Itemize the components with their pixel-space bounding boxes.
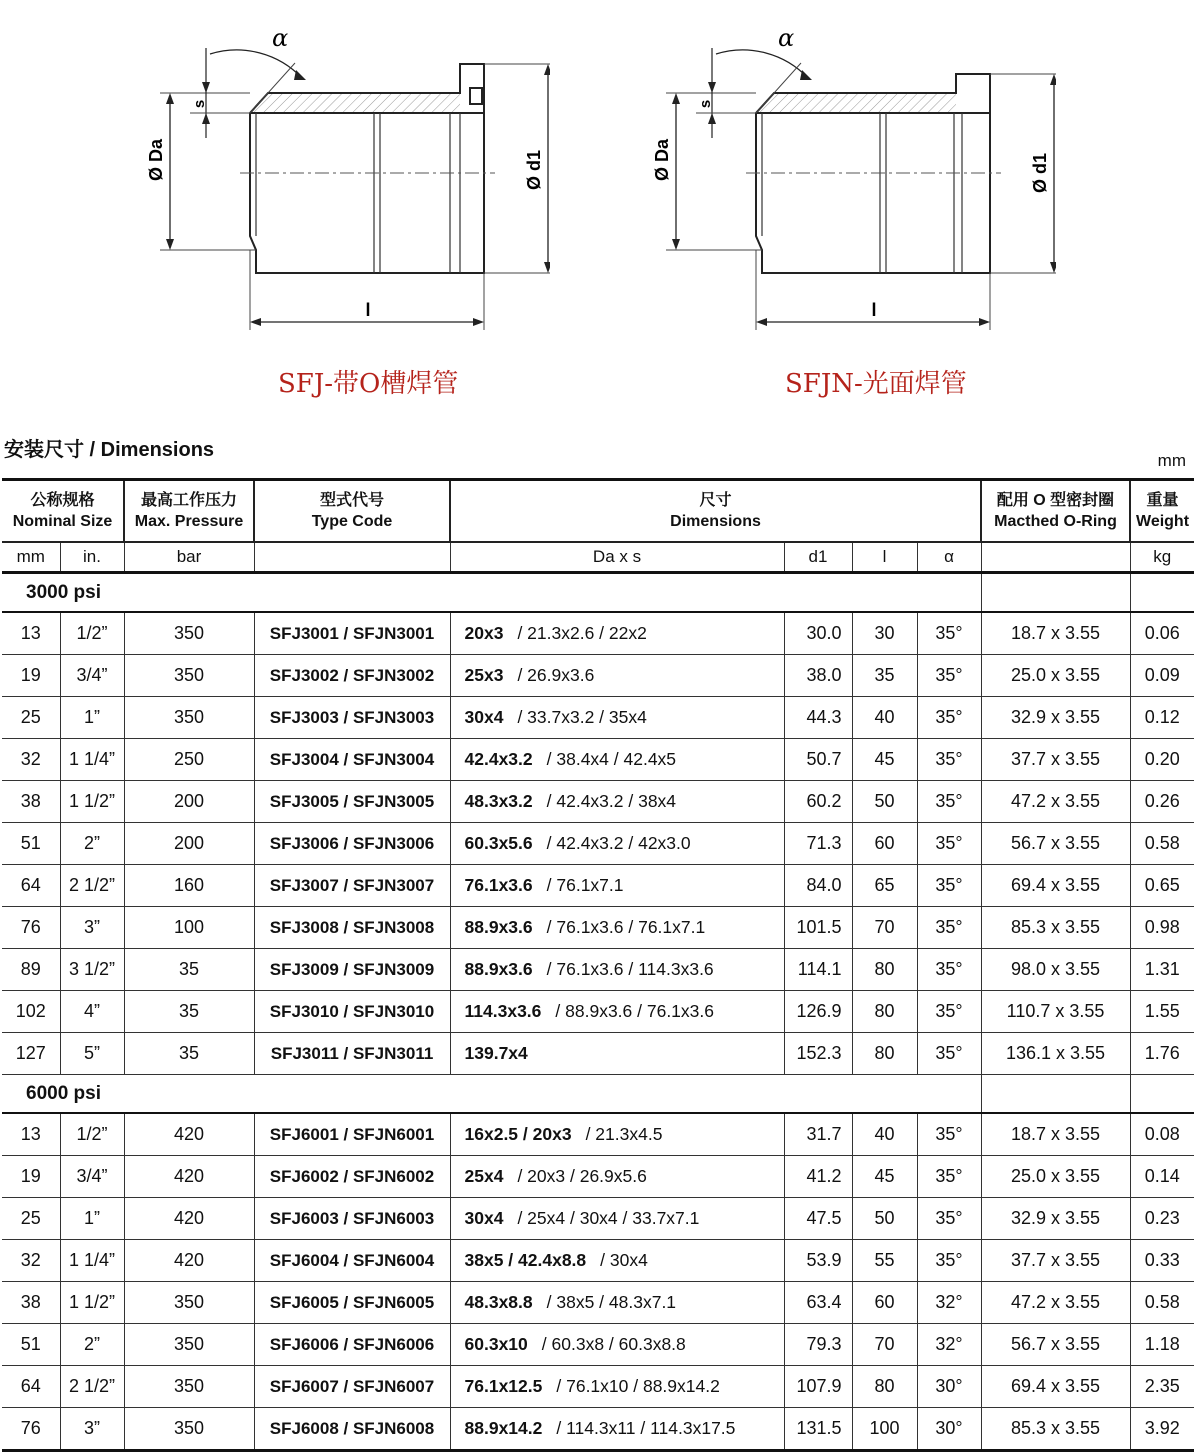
cell-alpha: 35° bbox=[917, 1113, 981, 1156]
unit-blank bbox=[254, 542, 450, 573]
cell-mm: 19 bbox=[2, 1156, 60, 1198]
cell-weight: 1.55 bbox=[1130, 991, 1194, 1033]
cell-type-code: SFJ6002 / SFJN6002 bbox=[254, 1156, 450, 1198]
cell-mm: 76 bbox=[2, 1408, 60, 1451]
cell-alpha: 35° bbox=[917, 949, 981, 991]
da-alt: / 21.3x4.5 bbox=[585, 1124, 663, 1144]
table-row bbox=[2, 1033, 1194, 1075]
cell-alpha: 35° bbox=[917, 1240, 981, 1282]
cell-o-ring: 18.7 x 3.55 bbox=[981, 1113, 1130, 1156]
cell-bar: 350 bbox=[124, 1324, 254, 1366]
da-main: 60.3x5.6 bbox=[464, 833, 533, 853]
cell-da-s bbox=[450, 1156, 784, 1198]
cell-alpha: 35° bbox=[917, 907, 981, 949]
section-title: 安装尺寸 / Dimensions bbox=[4, 439, 215, 461]
da-alt: / 25x4 / 30x4 / 33.7x7.1 bbox=[517, 1208, 700, 1228]
cell-bar: 35 bbox=[124, 949, 254, 991]
cell-o-ring: 136.1 x 3.55 bbox=[981, 1033, 1130, 1075]
table-row bbox=[2, 865, 1194, 907]
cell-bar: 350 bbox=[124, 1282, 254, 1324]
da-main: 139.7x4 bbox=[464, 1043, 528, 1063]
cell-l: 65 bbox=[852, 865, 917, 907]
unit-bar: bar bbox=[124, 542, 254, 573]
da-alt: / 88.9x3.6 / 76.1x3.6 bbox=[555, 1001, 714, 1021]
group-blank bbox=[1130, 573, 1194, 613]
cell-weight: 0.06 bbox=[1130, 612, 1194, 655]
cell-da-s bbox=[450, 697, 784, 739]
cell-weight: 0.65 bbox=[1130, 865, 1194, 907]
table-row bbox=[2, 949, 1194, 991]
da-alt: / 38x5 / 48.3x7.1 bbox=[546, 1292, 677, 1312]
table-row bbox=[2, 739, 1194, 781]
l-label: l bbox=[871, 300, 877, 320]
cell-o-ring: 98.0 x 3.55 bbox=[981, 949, 1130, 991]
cell-bar: 420 bbox=[124, 1113, 254, 1156]
l-label: l bbox=[365, 300, 371, 320]
da-main: 88.9x3.6 bbox=[464, 917, 533, 937]
cell-o-ring: 25.0 x 3.55 bbox=[981, 1156, 1130, 1198]
da-alt: / 76.1x10 / 88.9x14.2 bbox=[556, 1376, 720, 1396]
cell-o-ring: 56.7 x 3.55 bbox=[981, 1324, 1130, 1366]
cell-l: 40 bbox=[852, 697, 917, 739]
cell-da-s bbox=[450, 781, 784, 823]
cell-bar: 350 bbox=[124, 1366, 254, 1408]
cell-o-ring: 69.4 x 3.55 bbox=[981, 1366, 1130, 1408]
header-weight: 重量 Weight bbox=[1130, 480, 1194, 543]
unit-note: mm bbox=[1157, 451, 1186, 470]
cell-d1: 31.7 bbox=[784, 1113, 852, 1156]
cell-d1: 50.7 bbox=[784, 739, 852, 781]
cell-bar: 350 bbox=[124, 697, 254, 739]
cell-l: 35 bbox=[852, 655, 917, 697]
cell-type-code: SFJ3009 / SFJN3009 bbox=[254, 949, 450, 991]
cell-mm: 89 bbox=[2, 949, 60, 991]
table-row bbox=[2, 1282, 1194, 1324]
cell-type-code: SFJ3002 / SFJN3002 bbox=[254, 655, 450, 697]
cell-weight: 0.98 bbox=[1130, 907, 1194, 949]
cell-d1: 84.0 bbox=[784, 865, 852, 907]
da-main: 88.9x3.6 bbox=[464, 959, 533, 979]
da-main: 16x2.5 / 20x3 bbox=[464, 1124, 572, 1144]
cell-type-code: SFJ6004 / SFJN6004 bbox=[254, 1240, 450, 1282]
cell-da-s bbox=[450, 612, 784, 655]
cell-mm: 64 bbox=[2, 865, 60, 907]
cell-inch: 1” bbox=[60, 697, 124, 739]
cell-alpha: 35° bbox=[917, 739, 981, 781]
cell-da-s bbox=[450, 739, 784, 781]
da-alt: / 76.1x3.6 / 76.1x7.1 bbox=[546, 917, 706, 937]
cell-type-code: SFJ3006 / SFJN3006 bbox=[254, 823, 450, 865]
cell-d1: 101.5 bbox=[784, 907, 852, 949]
cell-inch: 1” bbox=[60, 1198, 124, 1240]
cell-inch: 1 1/2” bbox=[60, 1282, 124, 1324]
cell-alpha: 35° bbox=[917, 781, 981, 823]
cell-weight: 0.23 bbox=[1130, 1198, 1194, 1240]
cell-weight: 0.09 bbox=[1130, 655, 1194, 697]
da-alt: / 30x4 bbox=[600, 1250, 648, 1270]
cell-weight: 1.76 bbox=[1130, 1033, 1194, 1075]
group-row bbox=[2, 1075, 1194, 1114]
unit-kg: kg bbox=[1130, 542, 1194, 573]
cell-l: 80 bbox=[852, 1366, 917, 1408]
cell-alpha: 30° bbox=[917, 1408, 981, 1451]
cell-bar: 35 bbox=[124, 1033, 254, 1075]
cell-weight: 3.92 bbox=[1130, 1408, 1194, 1451]
cell-type-code: SFJ3008 / SFJN3008 bbox=[254, 907, 450, 949]
cell-inch: 3 1/2” bbox=[60, 949, 124, 991]
unit-mm: mm bbox=[2, 542, 60, 573]
group-blank bbox=[981, 573, 1130, 613]
cell-weight: 0.26 bbox=[1130, 781, 1194, 823]
cell-mm: 32 bbox=[2, 739, 60, 781]
cell-d1: 79.3 bbox=[784, 1324, 852, 1366]
cell-weight: 1.18 bbox=[1130, 1324, 1194, 1366]
da-main: 48.3x3.2 bbox=[464, 791, 533, 811]
cell-l: 50 bbox=[852, 781, 917, 823]
cell-o-ring: 25.0 x 3.55 bbox=[981, 655, 1130, 697]
da-main: 25x3 bbox=[464, 665, 504, 685]
da-main: 76.1x3.6 bbox=[464, 875, 533, 895]
cell-bar: 420 bbox=[124, 1156, 254, 1198]
unit-blank bbox=[981, 542, 1130, 573]
cell-d1: 107.9 bbox=[784, 1366, 852, 1408]
cell-l: 55 bbox=[852, 1240, 917, 1282]
cell-da-s bbox=[450, 1324, 784, 1366]
technical-drawings bbox=[0, 0, 1200, 420]
cell-d1: 152.3 bbox=[784, 1033, 852, 1075]
cell-alpha: 35° bbox=[917, 991, 981, 1033]
cell-weight: 0.14 bbox=[1130, 1156, 1194, 1198]
cell-d1: 44.3 bbox=[784, 697, 852, 739]
cell-da-s bbox=[450, 1408, 784, 1451]
da-main: 30x4 bbox=[464, 707, 504, 727]
da-alt: / 33.7x3.2 / 35x4 bbox=[517, 707, 647, 727]
header-max-pressure: 最高工作压力 Max. Pressure bbox=[124, 480, 254, 543]
cell-o-ring: 56.7 x 3.55 bbox=[981, 823, 1130, 865]
cell-o-ring: 18.7 x 3.55 bbox=[981, 612, 1130, 655]
cell-bar: 250 bbox=[124, 739, 254, 781]
cell-bar: 420 bbox=[124, 1240, 254, 1282]
da-alt: / 42.4x3.2 / 42x3.0 bbox=[546, 833, 691, 853]
cell-bar: 35 bbox=[124, 991, 254, 1033]
da-alt: / 38.4x4 / 42.4x5 bbox=[546, 749, 677, 769]
cell-o-ring: 32.9 x 3.55 bbox=[981, 1198, 1130, 1240]
cell-bar: 160 bbox=[124, 865, 254, 907]
cell-type-code: SFJ3001 / SFJN3001 bbox=[254, 612, 450, 655]
da-label: Ø Da bbox=[146, 138, 166, 182]
table-row bbox=[2, 612, 1194, 655]
da-label: Ø Da bbox=[652, 138, 672, 182]
cell-inch: 2” bbox=[60, 1324, 124, 1366]
cell-o-ring: 47.2 x 3.55 bbox=[981, 1282, 1130, 1324]
table-row bbox=[2, 781, 1194, 823]
cell-inch: 1 1/2” bbox=[60, 781, 124, 823]
cell-da-s bbox=[450, 991, 784, 1033]
cell-weight: 0.33 bbox=[1130, 1240, 1194, 1282]
cell-type-code: SFJ6007 / SFJN6007 bbox=[254, 1366, 450, 1408]
cell-d1: 63.4 bbox=[784, 1282, 852, 1324]
group-row bbox=[2, 573, 1194, 613]
cell-alpha: 35° bbox=[917, 1156, 981, 1198]
cell-mm: 13 bbox=[2, 1113, 60, 1156]
cell-mm: 64 bbox=[2, 1366, 60, 1408]
cell-type-code: SFJ6003 / SFJN6003 bbox=[254, 1198, 450, 1240]
cell-alpha: 35° bbox=[917, 823, 981, 865]
unit-da-s: Da x s bbox=[450, 542, 784, 573]
table-row bbox=[2, 1408, 1194, 1451]
cell-inch: 3” bbox=[60, 907, 124, 949]
cell-bar: 350 bbox=[124, 612, 254, 655]
cell-bar: 200 bbox=[124, 781, 254, 823]
cell-type-code: SFJ3010 / SFJN3010 bbox=[254, 991, 450, 1033]
d1-label: Ø d1 bbox=[524, 149, 544, 191]
header-nominal-size: 公称规格 Nominal Size bbox=[2, 480, 124, 543]
sfjn-caption: SFJN-光面焊管 bbox=[785, 369, 967, 399]
sfj-drawing bbox=[130, 18, 550, 338]
cell-type-code: SFJ3003 / SFJN3003 bbox=[254, 697, 450, 739]
table-row bbox=[2, 1156, 1194, 1198]
cell-alpha: 35° bbox=[917, 697, 981, 739]
table-row bbox=[2, 1324, 1194, 1366]
cell-o-ring: 85.3 x 3.55 bbox=[981, 1408, 1130, 1451]
cell-l: 100 bbox=[852, 1408, 917, 1451]
cell-weight: 1.31 bbox=[1130, 949, 1194, 991]
cell-l: 30 bbox=[852, 612, 917, 655]
cell-d1: 60.2 bbox=[784, 781, 852, 823]
cell-l: 70 bbox=[852, 907, 917, 949]
da-main: 38x5 / 42.4x8.8 bbox=[464, 1250, 587, 1270]
table-row bbox=[2, 907, 1194, 949]
cell-mm: 32 bbox=[2, 1240, 60, 1282]
da-alt: / 20x3 / 26.9x5.6 bbox=[517, 1166, 647, 1186]
cell-type-code: SFJ3011 / SFJN3011 bbox=[254, 1033, 450, 1075]
cell-da-s bbox=[450, 907, 784, 949]
table-row bbox=[2, 991, 1194, 1033]
group-blank bbox=[981, 1075, 1130, 1114]
cell-type-code: SFJ3007 / SFJN3007 bbox=[254, 865, 450, 907]
cell-inch: 5” bbox=[60, 1033, 124, 1075]
cell-inch: 1/2” bbox=[60, 1113, 124, 1156]
s-label: s bbox=[697, 99, 714, 109]
cell-o-ring: 32.9 x 3.55 bbox=[981, 697, 1130, 739]
cell-bar: 350 bbox=[124, 655, 254, 697]
da-main: 76.1x12.5 bbox=[464, 1376, 543, 1396]
cell-type-code: SFJ3005 / SFJN3005 bbox=[254, 781, 450, 823]
cell-mm: 25 bbox=[2, 1198, 60, 1240]
cell-weight: 0.12 bbox=[1130, 697, 1194, 739]
da-main: 60.3x10 bbox=[464, 1334, 528, 1354]
cell-da-s bbox=[450, 1113, 784, 1156]
cell-o-ring: 47.2 x 3.55 bbox=[981, 781, 1130, 823]
cell-da-s bbox=[450, 1033, 784, 1075]
table-row bbox=[2, 823, 1194, 865]
cell-inch: 2” bbox=[60, 823, 124, 865]
cell-l: 40 bbox=[852, 1113, 917, 1156]
cell-d1: 53.9 bbox=[784, 1240, 852, 1282]
da-alt: / 21.3x2.6 / 22x2 bbox=[517, 623, 647, 643]
cell-da-s bbox=[450, 865, 784, 907]
cell-l: 45 bbox=[852, 739, 917, 781]
cell-inch: 4” bbox=[60, 991, 124, 1033]
cell-inch: 2 1/2” bbox=[60, 865, 124, 907]
cell-l: 80 bbox=[852, 949, 917, 991]
da-main: 30x4 bbox=[464, 1208, 504, 1228]
header-dimensions: 尺寸 Dimensions bbox=[450, 480, 981, 543]
cell-bar: 100 bbox=[124, 907, 254, 949]
cell-mm: 38 bbox=[2, 1282, 60, 1324]
cell-weight: 0.58 bbox=[1130, 1282, 1194, 1324]
group-label: 6000 psi bbox=[2, 1075, 981, 1114]
cell-type-code: SFJ6008 / SFJN6008 bbox=[254, 1408, 450, 1451]
unit-d1: d1 bbox=[784, 542, 852, 573]
cell-da-s bbox=[450, 1240, 784, 1282]
da-main: 48.3x8.8 bbox=[464, 1292, 533, 1312]
cell-o-ring: 110.7 x 3.55 bbox=[981, 991, 1130, 1033]
cell-bar: 350 bbox=[124, 1408, 254, 1451]
da-main: 114.3x3.6 bbox=[464, 1001, 542, 1021]
cell-mm: 76 bbox=[2, 907, 60, 949]
sfjn-drawing bbox=[636, 18, 1056, 338]
da-alt: / 76.1x3.6 / 114.3x3.6 bbox=[546, 959, 714, 979]
table-row bbox=[2, 1113, 1194, 1156]
cell-mm: 51 bbox=[2, 823, 60, 865]
cell-o-ring: 37.7 x 3.55 bbox=[981, 1240, 1130, 1282]
cell-inch: 1/2” bbox=[60, 612, 124, 655]
cell-mm: 13 bbox=[2, 612, 60, 655]
group-blank bbox=[1130, 1075, 1194, 1114]
da-main: 25x4 bbox=[464, 1166, 504, 1186]
table-row bbox=[2, 1240, 1194, 1282]
table-row bbox=[2, 1366, 1194, 1408]
cell-d1: 30.0 bbox=[784, 612, 852, 655]
cell-inch: 3/4” bbox=[60, 655, 124, 697]
group-label: 3000 psi bbox=[2, 573, 981, 613]
da-alt: / 60.3x8 / 60.3x8.8 bbox=[541, 1334, 686, 1354]
cell-type-code: SFJ6006 / SFJN6006 bbox=[254, 1324, 450, 1366]
cell-mm: 25 bbox=[2, 697, 60, 739]
header-row bbox=[2, 480, 1194, 543]
cell-d1: 41.2 bbox=[784, 1156, 852, 1198]
da-alt: / 42.4x3.2 / 38x4 bbox=[546, 791, 677, 811]
table-row bbox=[2, 697, 1194, 739]
alpha-label: α bbox=[272, 24, 289, 52]
cell-l: 80 bbox=[852, 1033, 917, 1075]
cell-l: 80 bbox=[852, 991, 917, 1033]
cell-alpha: 35° bbox=[917, 1198, 981, 1240]
cell-mm: 38 bbox=[2, 781, 60, 823]
cell-da-s bbox=[450, 823, 784, 865]
cell-alpha: 32° bbox=[917, 1324, 981, 1366]
cell-l: 50 bbox=[852, 1198, 917, 1240]
cell-d1: 114.1 bbox=[784, 949, 852, 991]
cell-d1: 47.5 bbox=[784, 1198, 852, 1240]
cell-weight: 0.20 bbox=[1130, 739, 1194, 781]
cell-o-ring: 69.4 x 3.55 bbox=[981, 865, 1130, 907]
units-row bbox=[2, 542, 1194, 573]
table-body bbox=[2, 573, 1194, 1451]
cell-l: 60 bbox=[852, 1282, 917, 1324]
da-alt: / 114.3x11 / 114.3x17.5 bbox=[556, 1418, 736, 1438]
cell-mm: 19 bbox=[2, 655, 60, 697]
cell-type-code: SFJ3004 / SFJN3004 bbox=[254, 739, 450, 781]
da-alt: / 26.9x3.6 bbox=[517, 665, 595, 685]
cell-da-s bbox=[450, 1366, 784, 1408]
header-o-ring: 配用 O 型密封圈 Macthed O-Ring bbox=[981, 480, 1130, 543]
dimensions-table bbox=[2, 478, 1194, 1452]
cell-alpha: 35° bbox=[917, 612, 981, 655]
cell-mm: 102 bbox=[2, 991, 60, 1033]
cell-da-s bbox=[450, 655, 784, 697]
cell-bar: 200 bbox=[124, 823, 254, 865]
cell-l: 45 bbox=[852, 1156, 917, 1198]
cell-o-ring: 85.3 x 3.55 bbox=[981, 907, 1130, 949]
cell-weight: 0.08 bbox=[1130, 1113, 1194, 1156]
cell-d1: 126.9 bbox=[784, 991, 852, 1033]
unit-alpha: α bbox=[917, 542, 981, 573]
cell-weight: 2.35 bbox=[1130, 1366, 1194, 1408]
cell-l: 60 bbox=[852, 823, 917, 865]
cell-inch: 1 1/4” bbox=[60, 1240, 124, 1282]
cell-type-code: SFJ6001 / SFJN6001 bbox=[254, 1113, 450, 1156]
da-alt: / 76.1x7.1 bbox=[546, 875, 624, 895]
cell-alpha: 30° bbox=[917, 1366, 981, 1408]
header-type-code: 型式代号 Type Code bbox=[254, 480, 450, 543]
cell-da-s bbox=[450, 1282, 784, 1324]
cell-da-s bbox=[450, 949, 784, 991]
cell-mm: 127 bbox=[2, 1033, 60, 1075]
table-row bbox=[2, 655, 1194, 697]
cell-weight: 0.58 bbox=[1130, 823, 1194, 865]
alpha-label: α bbox=[778, 24, 795, 52]
cell-inch: 2 1/2” bbox=[60, 1366, 124, 1408]
sfj-caption: SFJ-带O槽焊管 bbox=[278, 369, 459, 399]
cell-d1: 38.0 bbox=[784, 655, 852, 697]
cell-da-s bbox=[450, 1198, 784, 1240]
cell-d1: 71.3 bbox=[784, 823, 852, 865]
s-label: s bbox=[191, 99, 208, 109]
d1-label: Ø d1 bbox=[1030, 152, 1050, 194]
cell-o-ring: 37.7 x 3.55 bbox=[981, 739, 1130, 781]
da-main: 42.4x3.2 bbox=[464, 749, 533, 769]
cell-alpha: 32° bbox=[917, 1282, 981, 1324]
da-main: 20x3 bbox=[464, 623, 504, 643]
cell-d1: 131.5 bbox=[784, 1408, 852, 1451]
cell-l: 70 bbox=[852, 1324, 917, 1366]
table-row bbox=[2, 1198, 1194, 1240]
unit-l: l bbox=[852, 542, 917, 573]
cell-inch: 3/4” bbox=[60, 1156, 124, 1198]
cell-bar: 420 bbox=[124, 1198, 254, 1240]
unit-in: in. bbox=[60, 542, 124, 573]
da-main: 88.9x14.2 bbox=[464, 1418, 543, 1438]
cell-inch: 1 1/4” bbox=[60, 739, 124, 781]
cell-alpha: 35° bbox=[917, 1033, 981, 1075]
cell-type-code: SFJ6005 / SFJN6005 bbox=[254, 1282, 450, 1324]
cell-alpha: 35° bbox=[917, 865, 981, 907]
cell-alpha: 35° bbox=[917, 655, 981, 697]
cell-mm: 51 bbox=[2, 1324, 60, 1366]
cell-inch: 3” bbox=[60, 1408, 124, 1451]
